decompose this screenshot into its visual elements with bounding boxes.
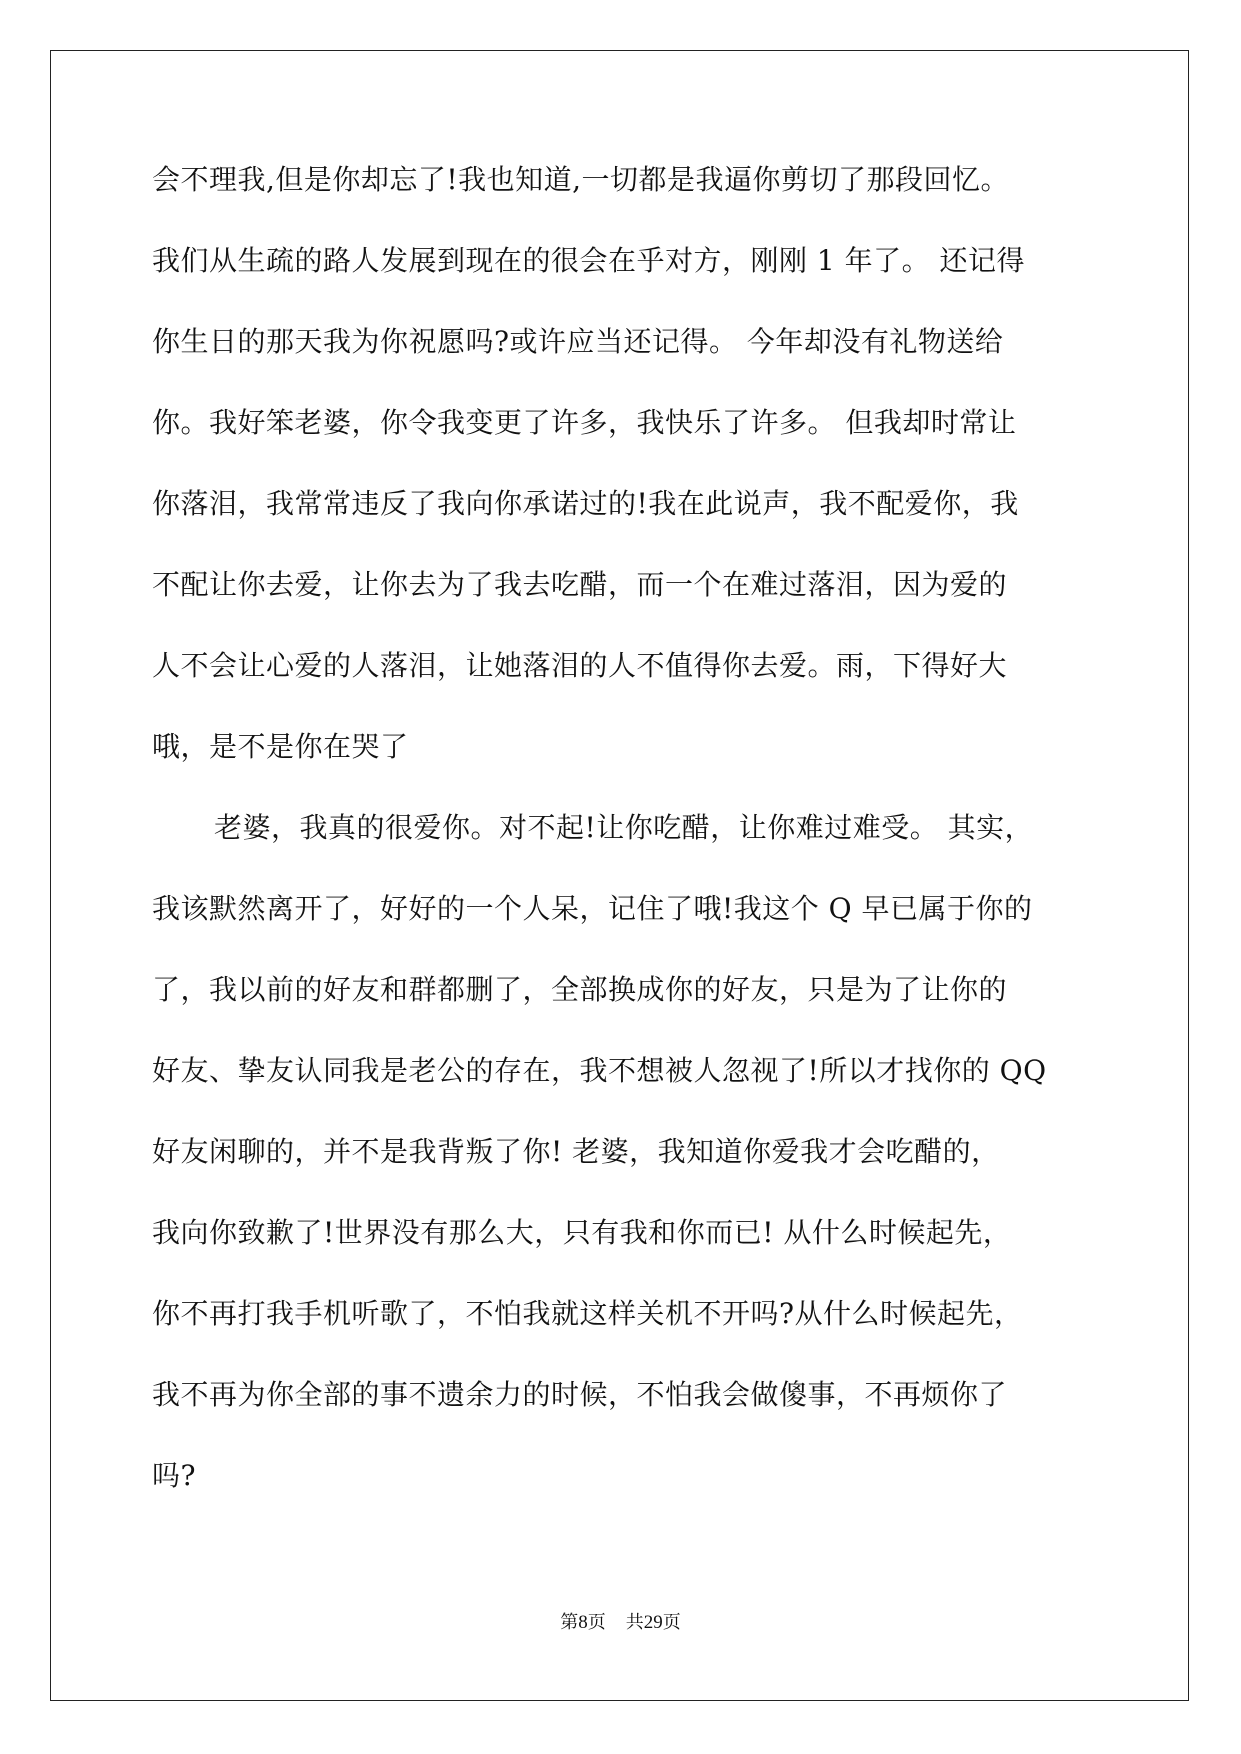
text-line: 好友闲聊的，并不是我背叛了你! 老婆，我知道你爱我才会吃醋的， <box>152 1135 1000 1168</box>
text-line: 我该默然离开了，好好的一个人呆，记住了哦!我这个 Q 早已属于你的 <box>152 892 1033 925</box>
document-body <box>152 160 1092 1537</box>
page-number: 8 <box>578 1612 588 1633</box>
text-line: 我们从生疏的路人发展到现在的很会在乎对方，刚刚 1 年了。 还记得 <box>152 244 1026 277</box>
text-line: 你落泪，我常常违反了我向你承诺过的!我在此说声，我不配爱你，我 <box>152 487 1019 520</box>
page-footer <box>0 1608 1241 1634</box>
text-line: 你生日的那天我为你祝愿吗?或许应当还记得。 今年却没有礼物送给 <box>152 325 1004 358</box>
text-line: 了，我以前的好友和群都删了，全部换成你的好友，只是为了让你的 <box>152 973 1008 1006</box>
text-line: 我向你致歉了!世界没有那么大，只有我和你而已! 从什么时候起先， <box>152 1216 1012 1249</box>
text-line: 你不再打我手机听歌了，不怕我就这样关机不开吗?从什么时候起先， <box>152 1297 1023 1330</box>
text-line: 你。我好笨老婆，你令我变更了许多，我快乐了许多。 但我却时常让 <box>152 406 1017 439</box>
text-line: 不配让你去爱，让你去为了我去吃醋，而一个在难过落泪，因为爱的 <box>152 568 1008 601</box>
text-line: 会不理我,但是你却忘了!我也知道,一切都是我逼你剪切了那段回忆。 <box>152 163 1010 196</box>
text-line: 哦，是不是你在哭了 <box>152 730 409 763</box>
total-prefix: 共 <box>625 1612 644 1633</box>
text-line: 我不再为你全部的事不遗余力的时候，不怕我会做傻事，不再烦你了 <box>152 1378 1008 1411</box>
total-suffix: 页 <box>662 1612 681 1633</box>
text-line: 人不会让心爱的人落泪，让她落泪的人不值得你去爱。雨，下得好大 <box>152 649 1008 682</box>
page-prefix: 第 <box>560 1612 579 1633</box>
text-line-paragraph-start: 老婆，我真的很爱你。对不起!让你吃醋，让你难过难受。 其实， <box>214 811 1034 844</box>
page-suffix: 页 <box>587 1612 606 1633</box>
text-line: 吗? <box>152 1459 197 1492</box>
text-line: 好友、挚友认同我是老公的存在，我不想被人忽视了!所以才找你的 QQ <box>152 1054 1047 1087</box>
total-pages: 29 <box>643 1612 663 1633</box>
